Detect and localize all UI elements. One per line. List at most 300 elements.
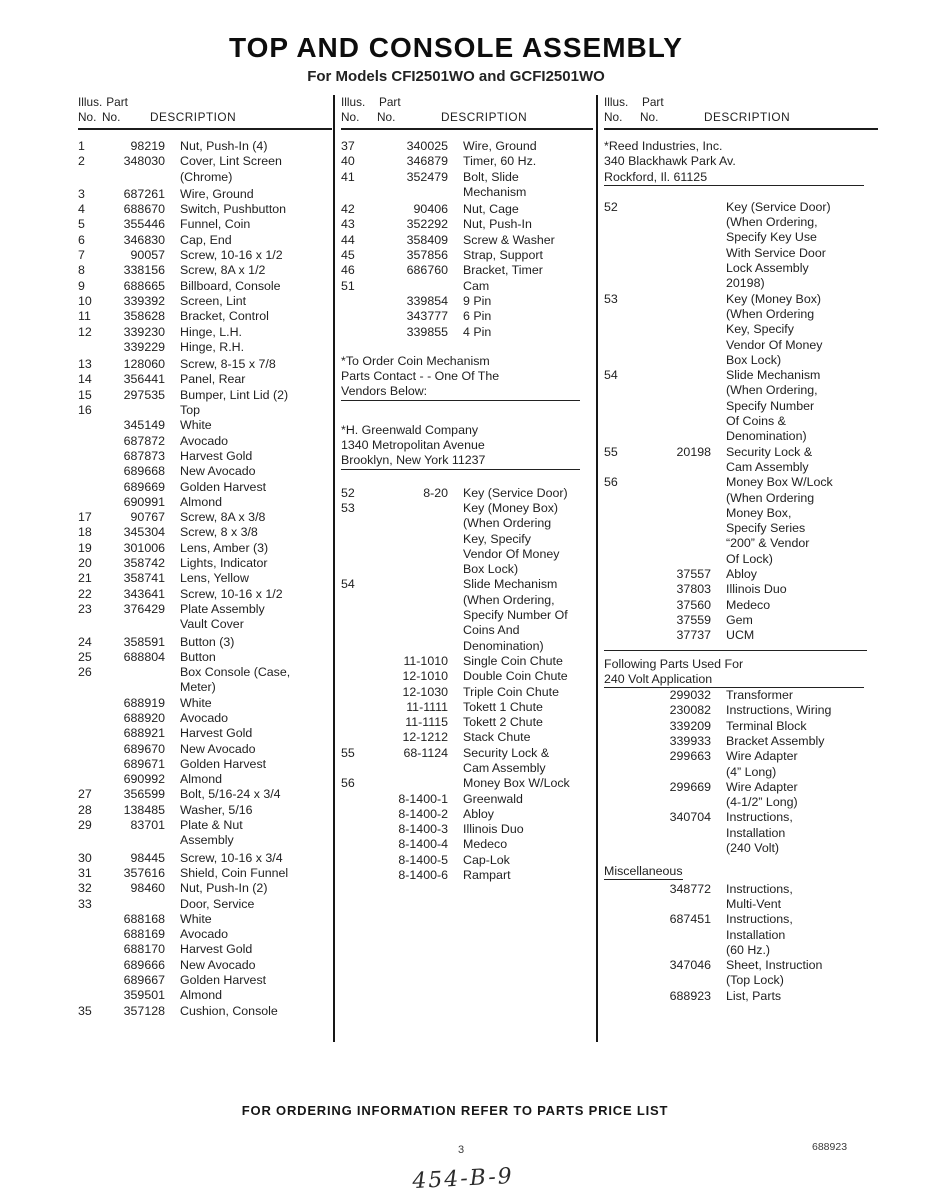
description: “200” & Vendor: [726, 536, 810, 551]
description: Cam Assembly: [726, 459, 809, 474]
handwritten-note: 454-B-9: [411, 1163, 515, 1195]
part-no: [104, 680, 165, 695]
illus-no: [78, 833, 104, 848]
description: UCM: [726, 628, 755, 643]
parts-row: [604, 521, 878, 536]
part-no: 301006: [123, 540, 165, 555]
illus-no: 5: [78, 217, 85, 232]
parts-row: [604, 973, 878, 988]
illus-no: [78, 726, 104, 741]
parts-row: [341, 248, 593, 263]
illus-no: [78, 170, 104, 185]
illus-no: [604, 810, 630, 825]
part-no: 98445: [130, 850, 165, 865]
illus-no: 25: [78, 649, 92, 664]
illus-no: [604, 841, 630, 856]
document-number: 688923: [812, 1141, 848, 1153]
parts-row: [78, 279, 332, 294]
part-no: 90406: [413, 202, 448, 217]
description: (When Ordering: [726, 306, 815, 321]
description: Harvest Gold: [180, 942, 253, 957]
note-text: Brooklyn, New York 11237: [341, 453, 486, 468]
part-no: 339209: [669, 718, 711, 733]
parts-row: [604, 383, 878, 398]
illus-no: [341, 730, 367, 745]
illus-no: [604, 491, 630, 506]
parts-row: [604, 749, 878, 764]
description: (When Ordering: [463, 516, 552, 531]
part-no: 348030: [123, 154, 165, 169]
illus-no: [78, 958, 104, 973]
part-no: 352479: [406, 169, 448, 184]
description: Golden Harvest: [180, 973, 267, 988]
parts-row: [78, 587, 332, 602]
part-no: [367, 623, 448, 638]
parts-row: [78, 340, 332, 355]
parts-row: [604, 338, 878, 353]
description: Terminal Block: [726, 718, 807, 733]
part-no: 356599: [123, 787, 165, 802]
description: Plate Assembly: [180, 601, 265, 616]
part-no: 8-1400-5: [398, 852, 448, 867]
illus-no: 27: [78, 787, 92, 802]
parts-row: [604, 322, 878, 337]
illus-no: 26: [78, 665, 92, 680]
parts-row: [78, 510, 332, 525]
part-no: 688169: [123, 927, 165, 942]
parts-row: [78, 757, 332, 772]
part-no: 687872: [123, 433, 165, 448]
description: 6 Pin: [463, 309, 492, 324]
parts-row: [78, 942, 332, 957]
parts-row: [341, 853, 593, 868]
part-no: [367, 547, 448, 562]
parts-row: [604, 552, 878, 567]
part-no: 297535: [123, 387, 165, 402]
part-no: 688919: [123, 695, 165, 710]
description: Washer, 5/16: [180, 802, 253, 817]
illus-no: 46: [341, 263, 355, 278]
illus-no: [341, 623, 367, 638]
parts-row: [341, 715, 593, 730]
parts-row: [604, 292, 878, 307]
part-no: 345149: [123, 418, 165, 433]
illus-no: [604, 795, 630, 810]
note-line: [604, 672, 864, 688]
description: New Avocado: [180, 957, 256, 972]
parts-row: [78, 787, 332, 802]
illus-no: [341, 669, 367, 684]
description: Lens, Yellow: [180, 571, 249, 586]
description: Button: [180, 649, 216, 664]
parts-row: [78, 665, 332, 680]
part-no: [367, 185, 448, 200]
description: Assembly: [180, 833, 234, 848]
part-no: [630, 795, 711, 810]
parts-row: [604, 536, 878, 551]
parts-row: [78, 680, 332, 695]
part-no: 347046: [669, 958, 711, 973]
description: (When Ordering,: [463, 592, 555, 607]
description: Tokett 2 Chute: [463, 715, 543, 730]
illus-no: [341, 608, 367, 623]
part-no: 339392: [123, 293, 165, 308]
description: Cap, End: [180, 232, 232, 247]
description: Cap-Lok: [463, 852, 510, 867]
part-no: 8-1400-6: [398, 868, 448, 883]
description: Installation: [726, 825, 786, 840]
parts-row: [604, 598, 878, 613]
part-no: 689670: [123, 741, 165, 756]
parts-row: [78, 742, 332, 757]
parts-row: [78, 927, 332, 942]
illus-no: 2: [78, 154, 85, 169]
note-text: Following Parts Used For: [604, 656, 744, 671]
part-no: [630, 973, 711, 988]
part-no: [104, 170, 165, 185]
illus-no: [341, 562, 367, 577]
description: White: [180, 911, 212, 926]
description: Wire Adapter: [726, 779, 798, 794]
illus-no: 32: [78, 881, 92, 896]
column-header-line: [604, 95, 878, 110]
illus-no: 33: [78, 896, 92, 911]
note-line: [604, 139, 878, 154]
illus-no: 30: [78, 850, 92, 865]
parts-row: [341, 623, 593, 638]
illus-no: 54: [604, 368, 618, 383]
description: Bumper, Lint Lid (2): [180, 387, 289, 402]
illus-no: 4: [78, 202, 85, 217]
description: Screw, 8-15 x 7/8: [180, 357, 276, 372]
part-no: [630, 215, 711, 230]
parts-row: [78, 403, 332, 418]
parts-row: [341, 593, 593, 608]
parts-row: [604, 307, 878, 322]
description: 4 Pin: [463, 324, 492, 339]
part-no: 689669: [123, 479, 165, 494]
part-no: 688923: [669, 988, 711, 1003]
description: Avocado: [180, 710, 228, 725]
description: Medeco: [463, 837, 508, 852]
part-no: 83701: [130, 818, 165, 833]
illus-no: [604, 582, 630, 597]
part-no: 688670: [123, 202, 165, 217]
part-no: 376429: [123, 601, 165, 616]
note-text: Miscellaneous: [604, 864, 683, 879]
description: (60 Hz.): [726, 942, 771, 957]
part-no: 346879: [406, 154, 448, 169]
parts-row: [604, 399, 878, 414]
description: 20198): [726, 276, 765, 291]
part-no: 689668: [123, 464, 165, 479]
row-gap: [604, 856, 878, 864]
parts-row: [604, 491, 878, 506]
part-no: 8-1400-2: [398, 806, 448, 821]
description: (Chrome): [180, 169, 233, 184]
description: Panel, Rear: [180, 372, 246, 387]
part-no: [630, 200, 711, 215]
parts-row: [78, 851, 332, 866]
part-no: [630, 261, 711, 276]
illus-no: [78, 696, 104, 711]
parts-row: [78, 217, 332, 232]
column-header-line: [604, 110, 878, 125]
part-no: 688168: [123, 911, 165, 926]
parts-row: [604, 414, 878, 429]
parts-row: [341, 516, 593, 531]
part-no: 359501: [123, 988, 165, 1003]
parts-row: [78, 635, 332, 650]
description: Screw, 8 x 3/8: [180, 525, 258, 540]
description: Plate & Nut: [180, 818, 243, 833]
page-subtitle: For Models CFI2501WO and GCFI2501WO: [307, 68, 605, 85]
illus-no: 56: [604, 475, 618, 490]
illus-no: [604, 322, 630, 337]
parts-row: [78, 912, 332, 927]
description: Screw, 8A x 3/8: [180, 510, 266, 525]
parts-row: [78, 154, 332, 169]
illus-no: [604, 307, 630, 322]
parts-row: [78, 464, 332, 479]
illus-no: [604, 552, 630, 567]
parts-row: [604, 765, 878, 780]
note-text: *H. Greenwald Company: [341, 422, 479, 437]
part-no: [630, 460, 711, 475]
illus-no: 14: [78, 372, 92, 387]
parts-row: [341, 654, 593, 669]
row-gap: [341, 340, 593, 354]
note-line: [341, 384, 580, 400]
illus-no: [78, 757, 104, 772]
illus-no: 53: [341, 500, 355, 515]
description: Specify Number Of: [463, 608, 568, 623]
parts-row: [78, 541, 332, 556]
part-no: [367, 639, 448, 654]
description: Button (3): [180, 634, 235, 649]
description: Key (Service Door): [726, 199, 831, 214]
illus-no: [604, 521, 630, 536]
parts-row: [78, 881, 332, 896]
parts-row: [341, 233, 593, 248]
illus-no: 7: [78, 248, 85, 263]
parts-row: [341, 501, 593, 516]
illus-no: 3: [78, 186, 85, 201]
row-gap: [341, 401, 593, 423]
part-no: 230082: [669, 703, 711, 718]
description: Screw, 10-16 x 1/2: [180, 248, 283, 263]
parts-row: [604, 567, 878, 582]
part-no: 68-1124: [403, 745, 448, 760]
illus-no: 42: [341, 202, 355, 217]
illus-no: [341, 837, 367, 852]
parts-row: [341, 202, 593, 217]
description: Funnel, Coin: [180, 217, 251, 232]
parts-row: [78, 973, 332, 988]
description: Key (Money Box): [726, 291, 822, 306]
description: Sheet, Instruction: [726, 958, 823, 973]
description: Vendor Of Money: [726, 337, 823, 352]
illus-no: [78, 988, 104, 1003]
illus-no: [78, 711, 104, 726]
illus-no: [604, 230, 630, 245]
part-no: 348772: [669, 881, 711, 896]
parts-row: [341, 486, 593, 501]
part-no: 37803: [676, 582, 711, 597]
note-text: *Reed Industries, Inc.: [604, 139, 723, 153]
part-no: 339229: [123, 339, 165, 354]
illus-no: [78, 680, 104, 695]
parts-row: [341, 154, 593, 169]
illus-no: [604, 246, 630, 261]
parts-row: [341, 776, 593, 791]
row-gap: [341, 470, 593, 486]
description: Security Lock &: [726, 444, 813, 459]
description: Bracket Assembly: [726, 733, 825, 748]
parts-row: [78, 170, 332, 185]
part-no: 690992: [123, 772, 165, 787]
part-no: 98219: [130, 139, 165, 153]
parts-row: [604, 368, 878, 383]
parts-row: [78, 325, 332, 340]
part-no: [630, 841, 711, 856]
part-no: 8-1400-1: [398, 791, 448, 806]
description: 9 Pin: [463, 293, 492, 308]
parts-row: [604, 928, 878, 943]
part-no: 689671: [123, 756, 165, 771]
part-no: 37557: [676, 567, 711, 582]
part-no: [630, 230, 711, 245]
parts-row: [341, 185, 593, 200]
part-no: [367, 608, 448, 623]
description: Bracket, Control: [180, 309, 269, 324]
note-text: Vendors Below:: [341, 384, 428, 399]
parts-row: [604, 445, 878, 460]
parts-row: [604, 628, 878, 643]
header-part-label: Part: [642, 95, 664, 109]
illus-no: [604, 338, 630, 353]
illus-no: [604, 765, 630, 780]
description: Of Coins &: [726, 414, 786, 429]
description: Avocado: [180, 927, 228, 942]
description: Abloy: [726, 567, 757, 582]
illus-no: [78, 942, 104, 957]
part-no: 688920: [123, 710, 165, 725]
parts-row: [78, 772, 332, 787]
part-no: 358628: [123, 309, 165, 324]
part-no: [104, 833, 165, 848]
description: Specify Key Use: [726, 230, 817, 245]
description: Security Lock &: [463, 745, 550, 760]
parts-row: [604, 460, 878, 475]
description: Key, Specify: [463, 531, 531, 546]
illus-no: [341, 325, 367, 340]
description: Gem: [726, 612, 753, 627]
parts-row: [604, 475, 878, 490]
description: Screw & Washer: [463, 232, 555, 247]
parts-row: [78, 233, 332, 248]
row-gap: [604, 186, 878, 200]
parts-row: [78, 650, 332, 665]
part-no: 356441: [123, 372, 165, 387]
description: Harvest Gold: [180, 726, 253, 741]
parts-row: [78, 571, 332, 586]
parts-row: [341, 577, 593, 592]
note-text: Parts Contact - - One Of The: [341, 369, 500, 384]
description: Bolt, 5/16-24 x 3/4: [180, 787, 281, 802]
part-no: [630, 338, 711, 353]
illus-no: 52: [604, 199, 618, 214]
part-no: 128060: [123, 357, 165, 372]
description: Hinge, L.H.: [180, 324, 242, 339]
illus-no: [78, 480, 104, 495]
description: Screw, 8A x 1/2: [180, 263, 266, 278]
illus-no: 22: [78, 586, 92, 601]
note-line: [604, 154, 878, 169]
illus-no: [341, 792, 367, 807]
header-no-label: No.: [102, 110, 121, 124]
parts-row: [604, 897, 878, 912]
parts-row: [604, 719, 878, 734]
page-number: 3: [458, 1144, 465, 1156]
header-illus-label: Illus.: [604, 95, 629, 109]
part-no: 98460: [130, 881, 165, 896]
description: (Top Lock): [726, 973, 784, 988]
parts-row: [78, 556, 332, 571]
description: Slide Mechanism: [726, 368, 821, 383]
illus-no: [604, 353, 630, 368]
part-no: 346830: [123, 232, 165, 247]
description: Specify Series: [726, 521, 806, 536]
illus-no: [341, 654, 367, 669]
part-no: [630, 292, 711, 307]
part-no: [630, 475, 711, 490]
part-no: [630, 928, 711, 943]
description: With Service Door: [726, 245, 826, 260]
illus-no: [604, 928, 630, 943]
parts-row: [604, 276, 878, 291]
parts-row: [341, 837, 593, 852]
part-no: 299663: [669, 749, 711, 764]
parts-row: [78, 372, 332, 387]
parts-row: [604, 989, 878, 1004]
description: Lights, Indicator: [180, 556, 268, 571]
description: Installation: [726, 927, 786, 942]
illus-no: 29: [78, 818, 92, 833]
description: Timer, 60 Hz.: [463, 154, 537, 169]
illus-no: [604, 506, 630, 521]
illus-no: 45: [341, 248, 355, 263]
illus-no: [604, 719, 630, 734]
parts-row: [78, 866, 332, 881]
description: Screw, 10-16 x 1/2: [180, 586, 283, 601]
header-no-label: No.: [377, 110, 396, 124]
part-no: 343777: [406, 309, 448, 324]
description: Instructions, Wiring: [726, 703, 832, 718]
description: New Avocado: [180, 464, 256, 479]
description: Key (Money Box): [463, 500, 559, 515]
illus-no: 44: [341, 232, 355, 247]
part-no: 11-1111: [406, 699, 448, 714]
description: Box Lock): [463, 562, 519, 577]
illus-no: [341, 685, 367, 700]
description: Medeco: [726, 597, 771, 612]
illus-no: [604, 703, 630, 718]
note-line: [341, 438, 593, 453]
parts-row: [341, 532, 593, 547]
description: Triple Coin Chute: [463, 684, 559, 699]
description: Switch, Pushbutton: [180, 202, 287, 217]
